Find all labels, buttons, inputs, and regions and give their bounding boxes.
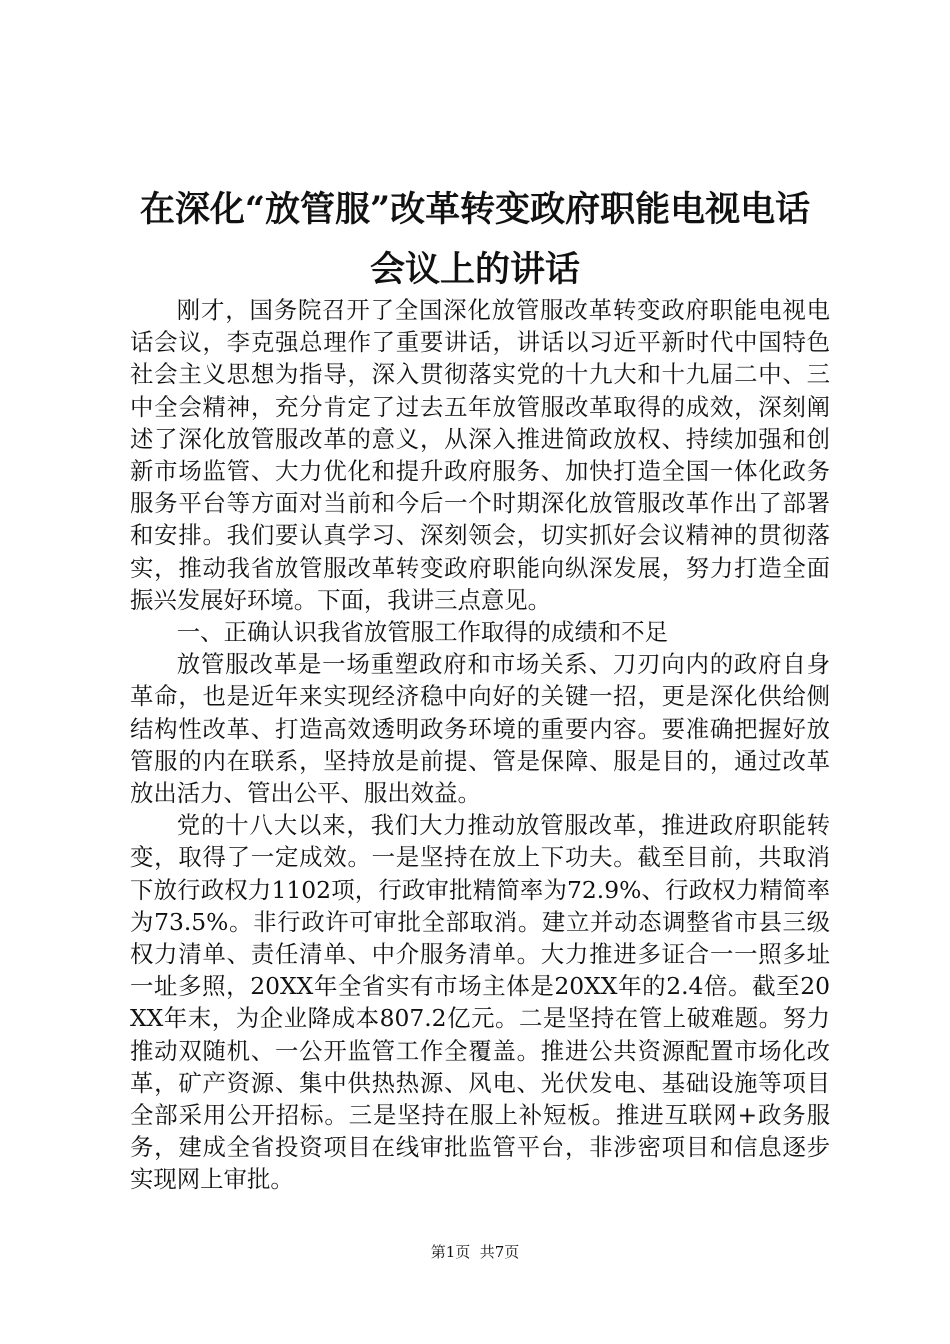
page-number-footer: 第1页 共7页 (430, 1243, 520, 1261)
section-heading-1: 一、正确认识我省放管服工作取得的成绩和不足 (176, 618, 668, 647)
paragraph-reform-meaning: 放管服改革是一场重塑政府和市场关系、刀刃向内的政府自身革命，也是近年来实现经济稳中向好的关键一招，更是深化供给侧结构性改革、打造高效透明政务环境的重要内容。要准确把握好放管服的内在联系，坚持放是前提、管是保障、服是目的，通过改革放出活力、管出公平、服出效益。 (130, 650, 830, 808)
document-title-line-2: 会议上的讲话 (369, 249, 580, 290)
paragraph-achievements: 党的十八大以来，我们大力推动放管服改革，推进政府职能转变，取得了一定成效。一是坚持在放上下功夫。截至目前，共取消下放行政权力1102项，行政审批精简率为72.9%、行政权力精简率为73.5%。非行政许可审批全部取消。建立并动态调整省市县三级权力清单、责任清单、中介服务清单。大力推进多证合一一照多址一址多照，20XX年全省实有市场主体是20XX年的2.4倍。截至20XX年末，为企业降成本807.2亿元。二是坚持在管上破难题。努力推动双随机、一公开监管工作全覆盖。推进公共资源配置市场化改革，矿产资源、集中供热热源、风电、光伏发电、基础设施等项目全部采用公开招标。三是坚持在服上补短板。推进互联网+政务服务，建成全省投资项目在线审批监管平台，非涉密项目和信息逐步实现网上审批。 (130, 811, 830, 1194)
document-body (130, 294, 830, 1196)
document-title-line-1: 在深化“放管服”改革转变政府职能电视电话 (139, 189, 811, 230)
paragraph-intro: 刚才，国务院召开了全国深化放管服改革转变政府职能电视电话会议，李克强总理作了重要讲话，讲话以习近平新时代中国特色社会主义思想为指导，深入贯彻落实党的十九大和十九届二中、三中全会精神，充分肯定了过去五年放管服改革取得的成效，深刻阐述了深化放管服改革的意义，从深入推进简政放权、持续加强和创新市场监管、大力优化和提升政府服务、加快打造全国一体化政务服务平台等方面对当前和今后一个时期深化放管服改革作出了部署和安排。我们要认真学习、深刻领会，切实抓好会议精神的贯彻落实，推动我省放管服改革转变政府职能向纵深发展，努力打造全面振兴发展好环境。下面，我讲三点意见。 (130, 296, 830, 614)
